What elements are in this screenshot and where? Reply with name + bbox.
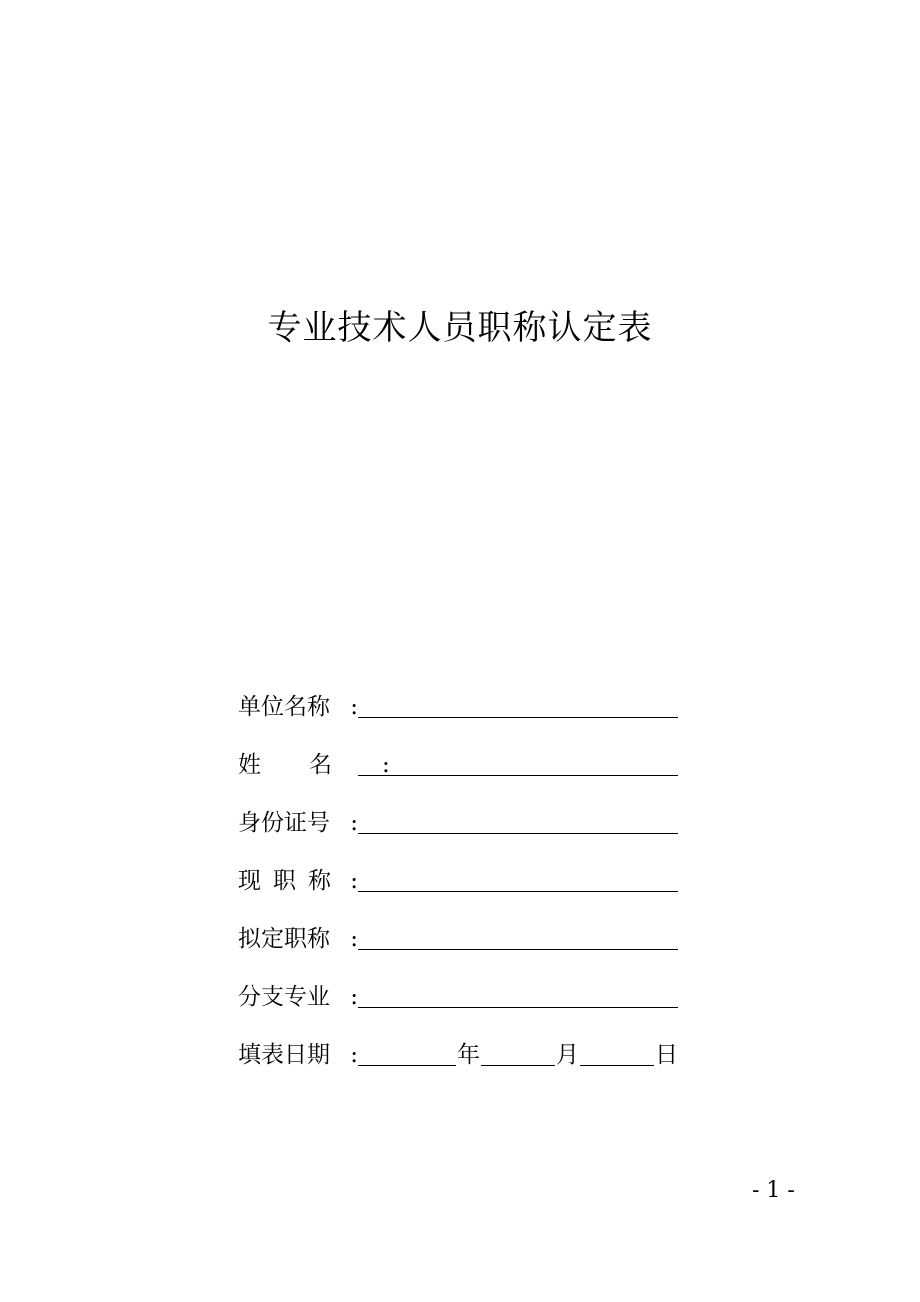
field-label	[238, 748, 390, 782]
unit-name-field[interactable]	[358, 687, 678, 718]
label-colon: :	[350, 694, 358, 720]
page-title: 专业技术人员职称认定表	[267, 308, 653, 348]
field-label	[238, 980, 358, 1014]
label-text: 填表日期	[238, 1042, 330, 1068]
field-label	[238, 864, 358, 898]
field-row-name	[238, 724, 698, 782]
name-field[interactable]	[358, 745, 678, 776]
field-row-id-number	[238, 782, 698, 840]
field-label	[238, 922, 358, 956]
month-field[interactable]	[481, 1035, 555, 1066]
label-colon: :	[350, 984, 358, 1010]
field-row-fill-date	[238, 1014, 698, 1072]
year-unit: 年	[457, 1042, 480, 1068]
label-text: 拟定职称	[238, 926, 330, 952]
label-text: 分支专业	[238, 984, 330, 1010]
field-label	[238, 1038, 358, 1072]
field-row-unit-name	[238, 666, 698, 724]
field-row-proposed-title	[238, 898, 698, 956]
specialty-field[interactable]	[358, 977, 678, 1008]
label-text: 单位名称	[238, 694, 330, 720]
month-unit: 月	[556, 1042, 579, 1068]
proposed-title-field[interactable]	[358, 919, 678, 950]
field-label	[238, 806, 358, 840]
field-row-specialty	[238, 956, 698, 1014]
label-text: 身份证号	[238, 810, 330, 836]
id-number-field[interactable]	[358, 803, 678, 834]
label-colon: :	[350, 868, 358, 894]
label-colon: :	[350, 1042, 358, 1068]
form	[238, 666, 698, 1072]
field-label	[238, 690, 358, 724]
label-text: 现职称	[238, 868, 343, 894]
page-number: - 1 -	[752, 1178, 795, 1203]
field-row-current-title	[238, 840, 698, 898]
label-colon: :	[350, 926, 358, 952]
day-field[interactable]	[580, 1035, 654, 1066]
current-title-field[interactable]	[358, 861, 678, 892]
date-fields	[358, 1035, 679, 1072]
label-colon: :	[382, 752, 390, 778]
year-field[interactable]	[358, 1035, 456, 1066]
day-unit: 日	[655, 1042, 678, 1068]
label-colon: :	[350, 810, 358, 836]
label-text: 姓名	[238, 752, 380, 778]
